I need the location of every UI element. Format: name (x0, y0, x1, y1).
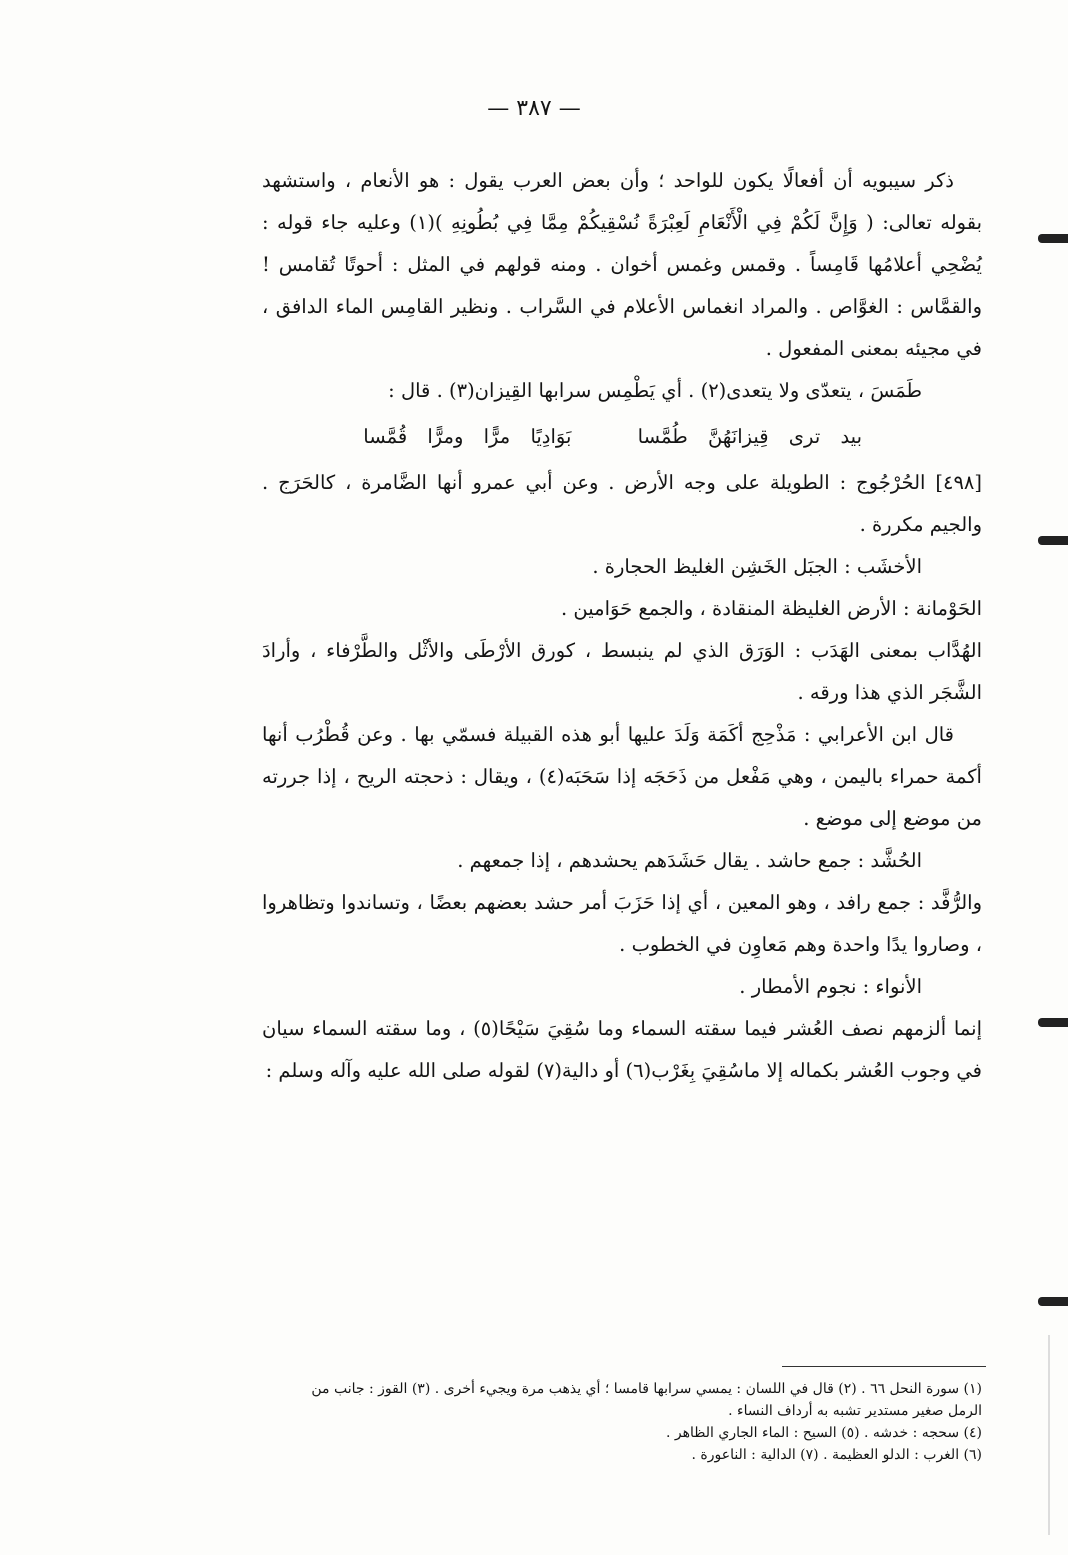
footnote: (٤) سحجه : خدشه . (٥) السيح : الماء الجاري الظاهر . (666, 1425, 982, 1441)
paragraph: الأنواء : نجوم الأمطار . (739, 975, 922, 998)
paragraph: الحُشَّد : جمع حاشد . يقال حَشَدَهم يحشدهم ، إذا جمعهم . (457, 849, 922, 872)
scan-edge-mark (1038, 234, 1068, 243)
verse-line (262, 412, 982, 462)
page-number: — ٣٨٧ — (487, 96, 581, 121)
scan-edge-mark (1038, 1018, 1068, 1027)
paragraph: الهُدَّاب بمعنى الهَدَب : الوَرَق الذي لم ينبسط ، كورق الأرْطَى والأثْل والطَّرْفاء ، وأرادَ الشَّجَر الذي هذا ورقه . (262, 639, 982, 704)
verse-second-hemistich: بَوَادِيًا مرًّا ومرًّا قُمَّسا (363, 425, 572, 448)
scan-edge-mark (1038, 536, 1068, 545)
footnote-separator (782, 1366, 986, 1367)
paragraph: طَمَسَ ، يتعدّى ولا يتعدى(٢) . أي يَطْمِس سرابها القِيزان(٣) . قال : (388, 379, 922, 402)
paragraph: إنما ألزمهم نصف العُشر فيما سقته السماء وما سُقِيَ سَيْحًا(٥) ، وما سقته السماء سيان في وجوب العُشر بكماله إلا ماسُقِيَ بِغَرْب(٦) أو دالية(٧) لقوله صلى الله عليه وآله وسلم : (262, 1017, 982, 1082)
footnote: (١) سورة النحل ٦٦ . (٢) قال في اللسان : يمسي سرابها قامسا ؛ أي يذهب مرة ويجيء أخرى . (٣) القوز : جانب من الرمل صغير مستدير تشبه به أرداف النساء . (311, 1381, 982, 1419)
footnote: (٦) الغرب : الدلو العظيمة . (٧) الدالية : الناعورة . (691, 1447, 982, 1463)
paragraph: والرُّفَّد : جمع رافد ، وهو المعين ، أي إذا حَزَبَ أمر حشد بعضهم بعضًا ، وتساندوا وتظاهروا ، وصاروا يدًا واحدة وهم مَعاوِن في الخطوب . (262, 891, 982, 956)
main-text (262, 160, 982, 1092)
paragraph: ذكر سيبويه أن أفعالًا يكون للواحد ؛ وأن بعض العرب يقول : هو الأنعام ، واستشهد بقوله تعالى: ( وَإِنَّ لَكُمْ فِي الْأَنْعَامِ لَعِبْرَةً نُسْقِيكُمْ مِمَّا فِي بُطُونِهِ )(١) وعليه جاء قوله : يُضْحِي أعلامُها قَامِساً . وقمس وغمس أخوان . ومنه قولهم في المثل : أحوتًا تُقامس ! والقمَّاس : الغوَّاص . والمراد انغماس الأعلام في السَّراب . ونظير القامِس الماء الدافق ، في مجيئه بمعنى المفعول . (262, 169, 983, 360)
paragraph: الأخشَب : الجبَل الخَشِن الغليظ الحجارة . (592, 555, 922, 578)
paragraph: [٤٩٨] الحُرْجُوج : الطويلة على وجه الأرض . وعن أبي عمرو أنها الضَّامرة ، كالحَرَج . والجيم مكررة . (262, 471, 982, 536)
scan-edge-mark (1038, 1297, 1068, 1306)
footnotes (300, 1378, 982, 1466)
scan-edge-line (1048, 1335, 1050, 1535)
verse-first-hemistich: بيد ترى قِيزانَهُنَّ طُمَّسا (637, 425, 862, 448)
paragraph: قال ابن الأعرابي : مَذْحِج أكَمَة وَلَدَ عليها أبو هذه القبيلة فسمّي بها . وعن قُطْرُب أنها أكمة حمراء باليمن ، وهي مَفْعل من ذَحَجَه إذا سَحَبَه(٤) ، ويقال : ذحجته الريح ، إذا جررته من موضع إلى موضع . (262, 723, 982, 830)
paragraph: الحَوْمانة : الأرض الغليظة المنقادة ، والجمع حَوَامين . (561, 597, 982, 620)
